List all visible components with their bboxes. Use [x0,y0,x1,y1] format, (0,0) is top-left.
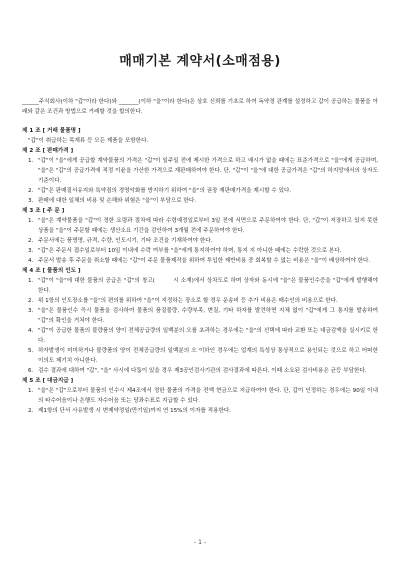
item-text: 제1항의 단서 사유발생 시 변제약정일(만기일)까지 연 15%의 이자를 적용한다. [38,408,232,414]
article-item [28,366,378,376]
item-text: "갑"이 "을"에 대한 물품의 공급은 "갑"의 창고( 시 소재)에서 상차도로 하며 상자와 동시에 "을"은 물품인수증을 "갑"에게 발행해야 한다. [38,278,378,294]
article-item [28,186,378,196]
article-item [28,306,378,326]
item-number: 2. [28,408,34,414]
article-item [28,216,378,236]
articles-container [22,126,378,416]
item-number: 3. [28,198,34,204]
article-item [28,386,378,406]
item-number: 1. [28,278,34,284]
page-number: - 1 - [194,539,206,546]
item-number: 4. [28,258,34,264]
document-title: 매매기본 계약서(소매점용) [119,54,281,69]
article-text: "갑"이 취급하는 목재류 등 모든 제품을 포함한다. [28,138,149,144]
article-items [22,276,378,376]
item-text: "갑"은 판매질서유지와 특약점의 경영악화를 방지하기 위하여 "을"의 권장 재판매가격을 제시할 수 있다. [38,188,292,194]
article-item [28,326,378,346]
article-title: 제 2 조 [ 판매가격 ] [22,148,74,154]
article-items [22,386,378,416]
article-title: 제 4 조 [ 물품의 인도 ] [22,268,81,274]
item-number: 1. [28,218,34,224]
article-item [28,256,378,266]
article-4 [22,266,378,376]
article-item [28,346,378,366]
item-number: 2. [28,298,34,304]
item-number: 3. [28,248,34,254]
item-text: "갑"이 "을"에게 공급할 계약물품의 가격은 "갑"이 일주일 전에 제시한 가격으로 하고 예시가 없을 때에는 표준가격으로 "을"에게 공급하며, "을"은 "갑"의 공급가격에 적정 이윤을 가산한 가격으로 재판매하여야 한다. 단, "갑"이 "을"에 대한 공급가격은 "갑"의 하지망에서의 상자도 기준이다. [38,158,378,184]
article-title: 제 1 조 [ 거래 물품명 ] [22,128,81,134]
item-text: 주문서 발송 후 주문을 취소할 때에는 "갑"이 주문 물품제작을 위하여 투입한 제반비용 중 회복할 수 없는 비용은 "을"이 배상하여야 한다. [38,258,371,264]
article-title: 제 3 조 [ 주 문 ] [22,208,65,214]
item-text: 위 1항의 인도장소를 "을"의 편의를 위하여 "을"이 지정하는 장소로 할 경우 운송비 등 추가 비용은 매수인의 비용으로 한다. [38,298,338,304]
item-text: 판매에 대한 일체의 비용 및 손해와 위험은 "을"이 부담으로 한다. [38,198,197,204]
item-number: 5. [28,348,34,354]
article-item [28,296,378,306]
article-items [22,216,378,266]
item-text: 하자발생이 미미하거나 불량품의 양이 전체공급량의 일백분의 오 이하인 경우에는 업계의 특성상 통상적으로 용인되는 것으로 하고 어떠한 이의도 제기치 아니한다. [38,348,378,364]
item-text: 검수 결과에 대하여 "갑", "을" 사시에 다툼이 있을 경우 제3공인검사기관의 검사결과에 따른다. 이때 소요된 검사비용은 균등 부담한다. [38,368,367,374]
item-text: 주문서에는 품명명, 규격, 수량, 인도시기, 기타 조건을 기재하여야 한다. [38,238,213,244]
item-text: "갑"은 주문서 접수일로부터 10일 이내에 수락 여부를 "을"에게 통지하여야 하며, 통지 지 아니한 때에는 수락한 것으로 본다. [38,248,342,254]
item-number: 2. [28,188,34,194]
article-2 [22,146,378,206]
article-1 [22,126,378,146]
article-item [28,246,378,256]
article-items [22,156,378,206]
article-3 [22,206,378,266]
article-title: 제 5 조 [ 대금지급 ] [22,378,74,384]
article-item [28,276,378,296]
article-5 [22,376,378,416]
item-text: "을"은 계약물품을 "갑"이 정한 요령과 절차에 따라 수령예정일로부터 3일 전에 서면으로 주문하여야 한다. 단, "갑"이 저장하고 있지 못한 상품을 "을"이 주문할 때에는 생산소요 기간을 감안하여 3개월 전에 주문하여야 한다. [38,218,378,234]
article-item [28,156,378,186]
item-number: 1. [28,158,34,164]
item-text: "을"은 물품인수 즉시 물품을 검사하여 물품의 품질불량, 수량부족, 변질, 기타 하자를 발견하면 지체 없이 "갑"에게 그 통지를 발송하여 "갑"의 확인을 거쳐야 한다. [38,308,378,324]
article-item [28,196,378,206]
item-number: 2. [28,238,34,244]
intro-paragraph: ______주식회사(이하 "갑"이라 한다)와 _______(이하 "을"이라 한다)은 상호 신뢰를 기초로 하여 독약정 관계를 설정하고 갑이 공급하는 물품을 아래와 같은 조건과 방법으로 거래할 것을 합의한다. [22,99,378,115]
item-number: 3. [28,308,34,314]
item-number: 4. [28,328,34,334]
item-text: "을"은 "갑"으로부터 물품의 인수시 제4조에서 정한 물품의 가격을 전액 현금으로 지급하여야 한다. 단, 갑이 인정하는 경우에는 90일 이내의 타수어음이나 은행도 자수어음 또는 당좌수표로 지급할 수 있다. [38,388,378,404]
item-text: "갑"이 공급한 물품의 불량품의 양이 전체공급량의 일백분의 오를 초과하는 경우에는 "을"의 선택에 따라 교환 또는 대금감액을 실시키로 한다. [38,328,378,344]
item-number: 6. [28,368,34,374]
item-number: 1. [28,388,34,394]
article-item [28,406,378,416]
article-item [28,236,378,246]
